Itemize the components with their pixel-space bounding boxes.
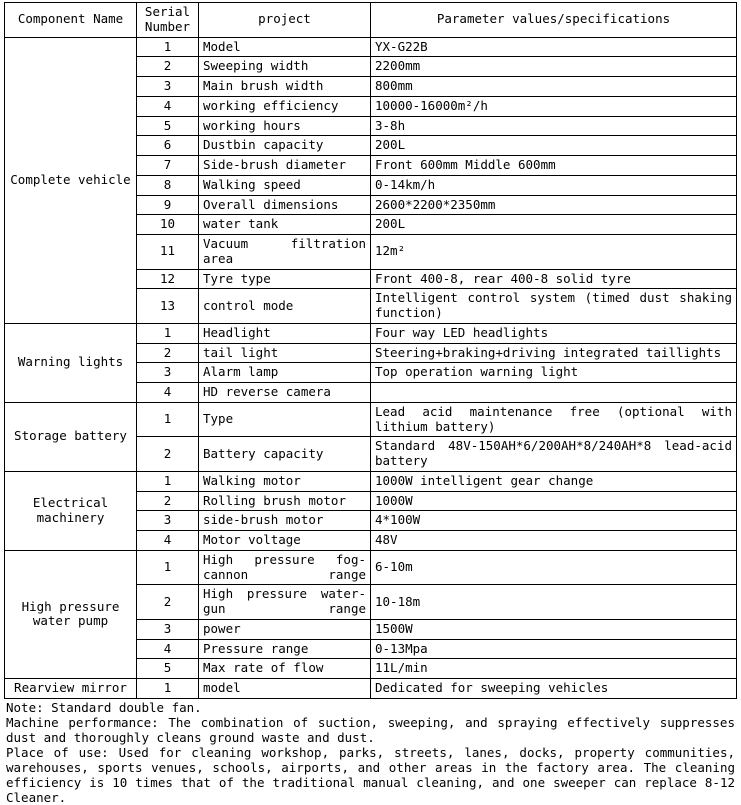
serial-number-cell: 4: [137, 639, 199, 659]
project-cell: working hours: [199, 116, 371, 136]
project-cell: Pressure range: [199, 639, 371, 659]
parameter-value-cell: 2600*2200*2350mm: [371, 195, 737, 215]
header-project: project: [199, 3, 371, 38]
serial-number-cell: 2: [137, 491, 199, 511]
project-cell: Overall dimensions: [199, 195, 371, 215]
serial-number-cell: 3: [137, 511, 199, 531]
parameter-value-cell: 4*100W: [371, 511, 737, 531]
project-cell: Headlight: [199, 323, 371, 343]
component-name-cell: High pressure water pump: [5, 550, 137, 678]
parameter-value-cell: [371, 383, 737, 403]
note-paragraph: Place of use: Used for cleaning workshop, parks, streets, lanes, docks, property communities, warehouses, sports venues, schools, airports, and other areas in the factory area. The cleaning efficiency is 10 times that of the traditional manual cleaning, and one sweeper can replace 8-12 Cleaner.: [6, 744, 735, 805]
serial-number-cell: 3: [137, 363, 199, 383]
serial-number-cell: 1: [137, 679, 199, 699]
serial-number-cell: 2: [137, 585, 199, 620]
parameter-value-cell: Steering+braking+driving integrated taillights: [371, 343, 737, 363]
notes-block: [4, 699, 737, 805]
project-cell: High pressure fog-cannon range: [199, 550, 371, 585]
project-cell: Alarm lamp: [199, 363, 371, 383]
project-cell: control mode: [199, 289, 371, 324]
parameter-value-cell: 1000W intelligent gear change: [371, 471, 737, 491]
project-cell: Main brush width: [199, 77, 371, 97]
serial-number-cell: 1: [137, 550, 199, 585]
parameter-value-cell: 0-13Mpa: [371, 639, 737, 659]
component-name-cell: Rearview mirror: [5, 679, 137, 699]
component-name-cell: Warning lights: [5, 323, 137, 402]
table-row: [5, 37, 737, 57]
component-name-cell: Electrical machinery: [5, 471, 137, 550]
parameter-value-cell: 1500W: [371, 619, 737, 639]
serial-number-cell: 5: [137, 116, 199, 136]
project-cell: Dustbin capacity: [199, 136, 371, 156]
serial-number-cell: 4: [137, 531, 199, 551]
header-component-name: Component Name: [5, 3, 137, 38]
serial-number-cell: 3: [137, 77, 199, 97]
project-cell: Type: [199, 402, 371, 437]
note-paragraph: Note: Standard double fan.: [6, 699, 202, 715]
project-cell: Side-brush diameter: [199, 156, 371, 176]
project-cell: Max rate of flow: [199, 659, 371, 679]
parameter-value-cell: 200L: [371, 215, 737, 235]
project-cell: power: [199, 619, 371, 639]
serial-number-cell: 2: [137, 437, 199, 472]
serial-number-cell: 5: [137, 659, 199, 679]
table-row: [5, 471, 737, 491]
serial-number-cell: 1: [137, 37, 199, 57]
spec-sheet: [2, 0, 739, 805]
project-cell: Sweeping width: [199, 57, 371, 77]
parameter-value-cell: Intelligent control system (timed dust shaking function): [371, 289, 737, 324]
parameter-value-cell: 800mm: [371, 77, 737, 97]
parameter-value-cell: Four way LED headlights: [371, 323, 737, 343]
project-cell: tail light: [199, 343, 371, 363]
parameter-value-cell: Dedicated for sweeping vehicles: [371, 679, 737, 699]
parameter-value-cell: 1000W: [371, 491, 737, 511]
component-name-cell: Storage battery: [5, 402, 137, 471]
serial-number-cell: 8: [137, 175, 199, 195]
note-paragraph: Machine performance: The combination of suction, sweeping, and spraying effectively suppresses dust and thoroughly cleans ground waste and dust.: [6, 714, 735, 745]
parameter-value-cell: 3-8h: [371, 116, 737, 136]
project-cell: Motor voltage: [199, 531, 371, 551]
table-row: [5, 550, 737, 585]
parameter-value-cell: 6-10m: [371, 550, 737, 585]
specification-table: [4, 2, 737, 699]
serial-number-cell: 9: [137, 195, 199, 215]
serial-number-cell: 1: [137, 402, 199, 437]
project-cell: Vacuum filtration area: [199, 235, 371, 270]
serial-number-cell: 7: [137, 156, 199, 176]
parameter-value-cell: 12m²: [371, 235, 737, 270]
parameter-value-cell: Lead acid maintenance free (optional with lithium battery): [371, 402, 737, 437]
project-cell: working efficiency: [199, 96, 371, 116]
header-serial-number: Serial Number: [137, 3, 199, 38]
parameter-value-cell: 2200mm: [371, 57, 737, 77]
table-body: [5, 37, 737, 698]
project-cell: High pressure water-gun range: [199, 585, 371, 620]
parameter-value-cell: YX-G22B: [371, 37, 737, 57]
table-header: [5, 3, 737, 38]
table-row: [5, 323, 737, 343]
serial-number-cell: 13: [137, 289, 199, 324]
serial-number-cell: 4: [137, 96, 199, 116]
serial-number-cell: 2: [137, 343, 199, 363]
table-row: [5, 402, 737, 437]
component-name-cell: Complete vehicle: [5, 37, 137, 323]
project-cell: Rolling brush motor: [199, 491, 371, 511]
parameter-value-cell: Standard 48V-150AH*6/200AH*8/240AH*8 lead-acid battery: [371, 437, 737, 472]
table-header-row: [5, 3, 737, 38]
parameter-value-cell: 48V: [371, 531, 737, 551]
parameter-value-cell: Front 400-8, rear 400-8 solid tyre: [371, 269, 737, 289]
table-row: [5, 679, 737, 699]
project-cell: water tank: [199, 215, 371, 235]
parameter-value-cell: 0-14km/h: [371, 175, 737, 195]
project-cell: Model: [199, 37, 371, 57]
serial-number-cell: 1: [137, 471, 199, 491]
serial-number-cell: 12: [137, 269, 199, 289]
header-parameter-values: Parameter values/specifications: [371, 3, 737, 38]
project-cell: Battery capacity: [199, 437, 371, 472]
parameter-value-cell: 200L: [371, 136, 737, 156]
parameter-value-cell: 10-18m: [371, 585, 737, 620]
parameter-value-cell: 11L/min: [371, 659, 737, 679]
project-cell: HD reverse camera: [199, 383, 371, 403]
parameter-value-cell: Top operation warning light: [371, 363, 737, 383]
serial-number-cell: 10: [137, 215, 199, 235]
parameter-value-cell: 10000-16000m²/h: [371, 96, 737, 116]
project-cell: side-brush motor: [199, 511, 371, 531]
project-cell: Walking speed: [199, 175, 371, 195]
serial-number-cell: 1: [137, 323, 199, 343]
project-cell: Walking motor: [199, 471, 371, 491]
serial-number-cell: 3: [137, 619, 199, 639]
serial-number-cell: 4: [137, 383, 199, 403]
parameter-value-cell: Front 600mm Middle 600mm: [371, 156, 737, 176]
project-cell: Tyre type: [199, 269, 371, 289]
serial-number-cell: 2: [137, 57, 199, 77]
project-cell: model: [199, 679, 371, 699]
serial-number-cell: 6: [137, 136, 199, 156]
serial-number-cell: 11: [137, 235, 199, 270]
